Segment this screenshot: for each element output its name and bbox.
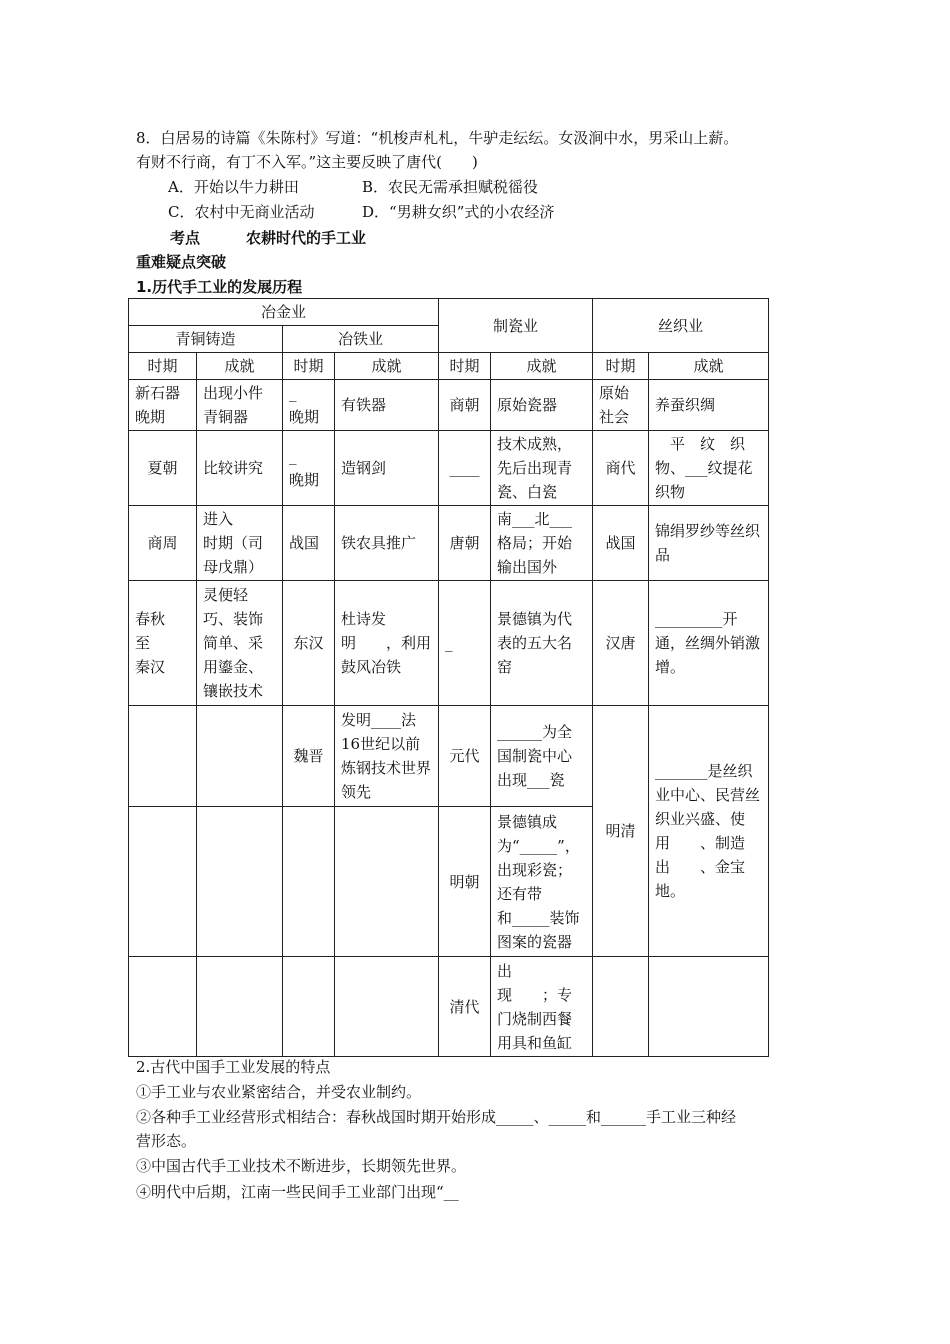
cell-bronze-achievement: 灵便轻巧、装饰简单、采用鎏金、镶嵌技术 xyxy=(197,581,283,706)
cell-silk-period: 商代 xyxy=(593,431,649,506)
cell-empty xyxy=(593,957,649,1057)
cell-iron-period: 东汉 xyxy=(283,581,335,706)
cell-iron-period: 战国 xyxy=(283,506,335,581)
cell-porcelain-period: 明朝 xyxy=(439,807,491,957)
cell-bronze-period: 夏朝 xyxy=(129,431,197,506)
cell-iron-achievement: 杜诗发明 ，利用鼓风冶铁 xyxy=(335,581,439,706)
cell-iron-period: _ 晚期 xyxy=(283,431,335,506)
header-silk: 丝织业 xyxy=(593,299,769,353)
cell-empty xyxy=(129,807,197,957)
header-metallurgy: 冶金业 xyxy=(129,299,439,326)
cell-silk-period: 战国 xyxy=(593,506,649,581)
cell-porcelain-achievement: 景德镇成为“_____”，出现彩瓷；还有带 和_____装饰图案的瓷器 xyxy=(491,807,593,957)
cell-bronze-achievement: 比较讲究 xyxy=(197,431,283,506)
cell-empty xyxy=(283,957,335,1057)
cell-silk-achievement: 养蚕织绸 xyxy=(649,380,769,431)
section-heading: 重难疑点突破 xyxy=(136,253,227,271)
cell-bronze-period: 春秋 至 秦汉 xyxy=(129,581,197,706)
col-period: 时期 xyxy=(129,353,197,380)
header-bronze: 青铜铸造 xyxy=(129,326,283,353)
part2-point1: ①手工业与农业紧密结合，并受农业制约。 xyxy=(136,1083,422,1101)
cell-bronze-period: 新石器晚期 xyxy=(129,380,197,431)
cell-silk-achievement: _________开通，丝绸外销激增。 xyxy=(649,581,769,706)
cell-porcelain-period: _ xyxy=(439,581,491,706)
cell-porcelain-period: 清代 xyxy=(439,957,491,1057)
col-period: 时期 xyxy=(439,353,491,380)
handicraft-history-table xyxy=(128,298,769,1057)
col-achievement: 成就 xyxy=(649,353,769,380)
question-8-option-a: A．开始以牛力耕田 xyxy=(168,178,299,196)
cell-bronze-achievement: 出现小件青铜器 xyxy=(197,380,283,431)
cell-porcelain-achievement: 技术成熟，先后出现青瓷、白瓷 xyxy=(491,431,593,506)
kaodian-title: 农耕时代的手工业 xyxy=(246,229,367,247)
cell-porcelain-period: 商朝 xyxy=(439,380,491,431)
cell-porcelain-achievement: 出 现 ；专门烧制西餐用具和鱼缸 xyxy=(491,957,593,1057)
part2-title: 2.古代中国手工业发展的特点 xyxy=(136,1058,331,1076)
header-iron: 冶铁业 xyxy=(283,326,439,353)
cell-iron-achievement: 造钢剑 xyxy=(335,431,439,506)
cell-empty xyxy=(335,957,439,1057)
question-8-option-d: D．“男耕女织”式的小农经济 xyxy=(362,203,555,221)
cell-iron-achievement: 有铁器 xyxy=(335,380,439,431)
cell-silk-period: 原始社会 xyxy=(593,380,649,431)
cell-iron-period: 魏晋 xyxy=(283,706,335,807)
question-8-stem-line1: 8．白居易的诗篇《朱陈村》写道：“机梭声札札，牛驴走纭纭。女汲涧中水，男采山上薪。 xyxy=(136,129,739,147)
cell-empty xyxy=(649,957,769,1057)
part2-point3: ③中国古代手工业技术不断进步，长期领先世界。 xyxy=(136,1157,467,1175)
cell-silk-period: 汉唐 xyxy=(593,581,649,706)
cell-silk-achievement: _______是丝织业中心、民营丝织业兴盛、使用 、制造出 、金宝地。 xyxy=(649,706,769,957)
col-period: 时期 xyxy=(283,353,335,380)
cell-empty xyxy=(197,957,283,1057)
col-achievement: 成就 xyxy=(197,353,283,380)
cell-empty xyxy=(197,706,283,807)
part2-point2-line1: ②各种手工业经营形式相结合：春秋战国时期开始形成_____、_____和______手工业三种经 xyxy=(136,1108,737,1126)
question-8-stem-line2: 有财不行商，有丁不入军。”这主要反映了唐代( ) xyxy=(136,153,478,171)
cell-bronze-period: 商周 xyxy=(129,506,197,581)
cell-porcelain-achievement: 原始瓷器 xyxy=(491,380,593,431)
cell-porcelain-achievement: ______为全国制瓷中心出现___瓷 xyxy=(491,706,593,807)
part1-title: 1.历代手工业的发展历程 xyxy=(136,278,303,296)
col-period: 时期 xyxy=(593,353,649,380)
cell-empty xyxy=(129,706,197,807)
cell-bronze-achievement: 进入 时期（司母戊鼎） xyxy=(197,506,283,581)
cell-iron-achievement: 发明____法16世纪以前炼钢技术世界领先 xyxy=(335,706,439,807)
cell-empty xyxy=(335,807,439,957)
part2-point2-line2: 营形态。 xyxy=(136,1132,197,1150)
col-achievement: 成就 xyxy=(491,353,593,380)
cell-silk-achievement: 平 纹 织物、___纹提花织物 xyxy=(649,431,769,506)
cell-porcelain-period: ____ xyxy=(439,431,491,506)
cell-empty xyxy=(283,807,335,957)
cell-porcelain-period: 唐朝 xyxy=(439,506,491,581)
cell-silk-period: 明清 xyxy=(593,706,649,957)
question-8-option-c: C．农村中无商业活动 xyxy=(168,203,315,221)
cell-iron-period: _ 晚期 xyxy=(283,380,335,431)
cell-silk-achievement: 锦绢罗纱等丝织品 xyxy=(649,506,769,581)
cell-porcelain-achievement: 景德镇为代表的五大名窑 xyxy=(491,581,593,706)
cell-empty xyxy=(197,807,283,957)
header-porcelain: 制瓷业 xyxy=(439,299,593,353)
cell-porcelain-achievement: 南___北___格局；开始输出国外 xyxy=(491,506,593,581)
question-8-option-b: B．农民无需承担赋税徭役 xyxy=(362,178,539,196)
col-achievement: 成就 xyxy=(335,353,439,380)
part2-point4: ④明代中后期，江南一些民间手工业部门出现“__ xyxy=(136,1183,459,1201)
cell-porcelain-period: 元代 xyxy=(439,706,491,807)
kaodian-label: 考点 xyxy=(170,229,201,247)
cell-iron-achievement: 铁农具推广 xyxy=(335,506,439,581)
cell-empty xyxy=(129,957,197,1057)
